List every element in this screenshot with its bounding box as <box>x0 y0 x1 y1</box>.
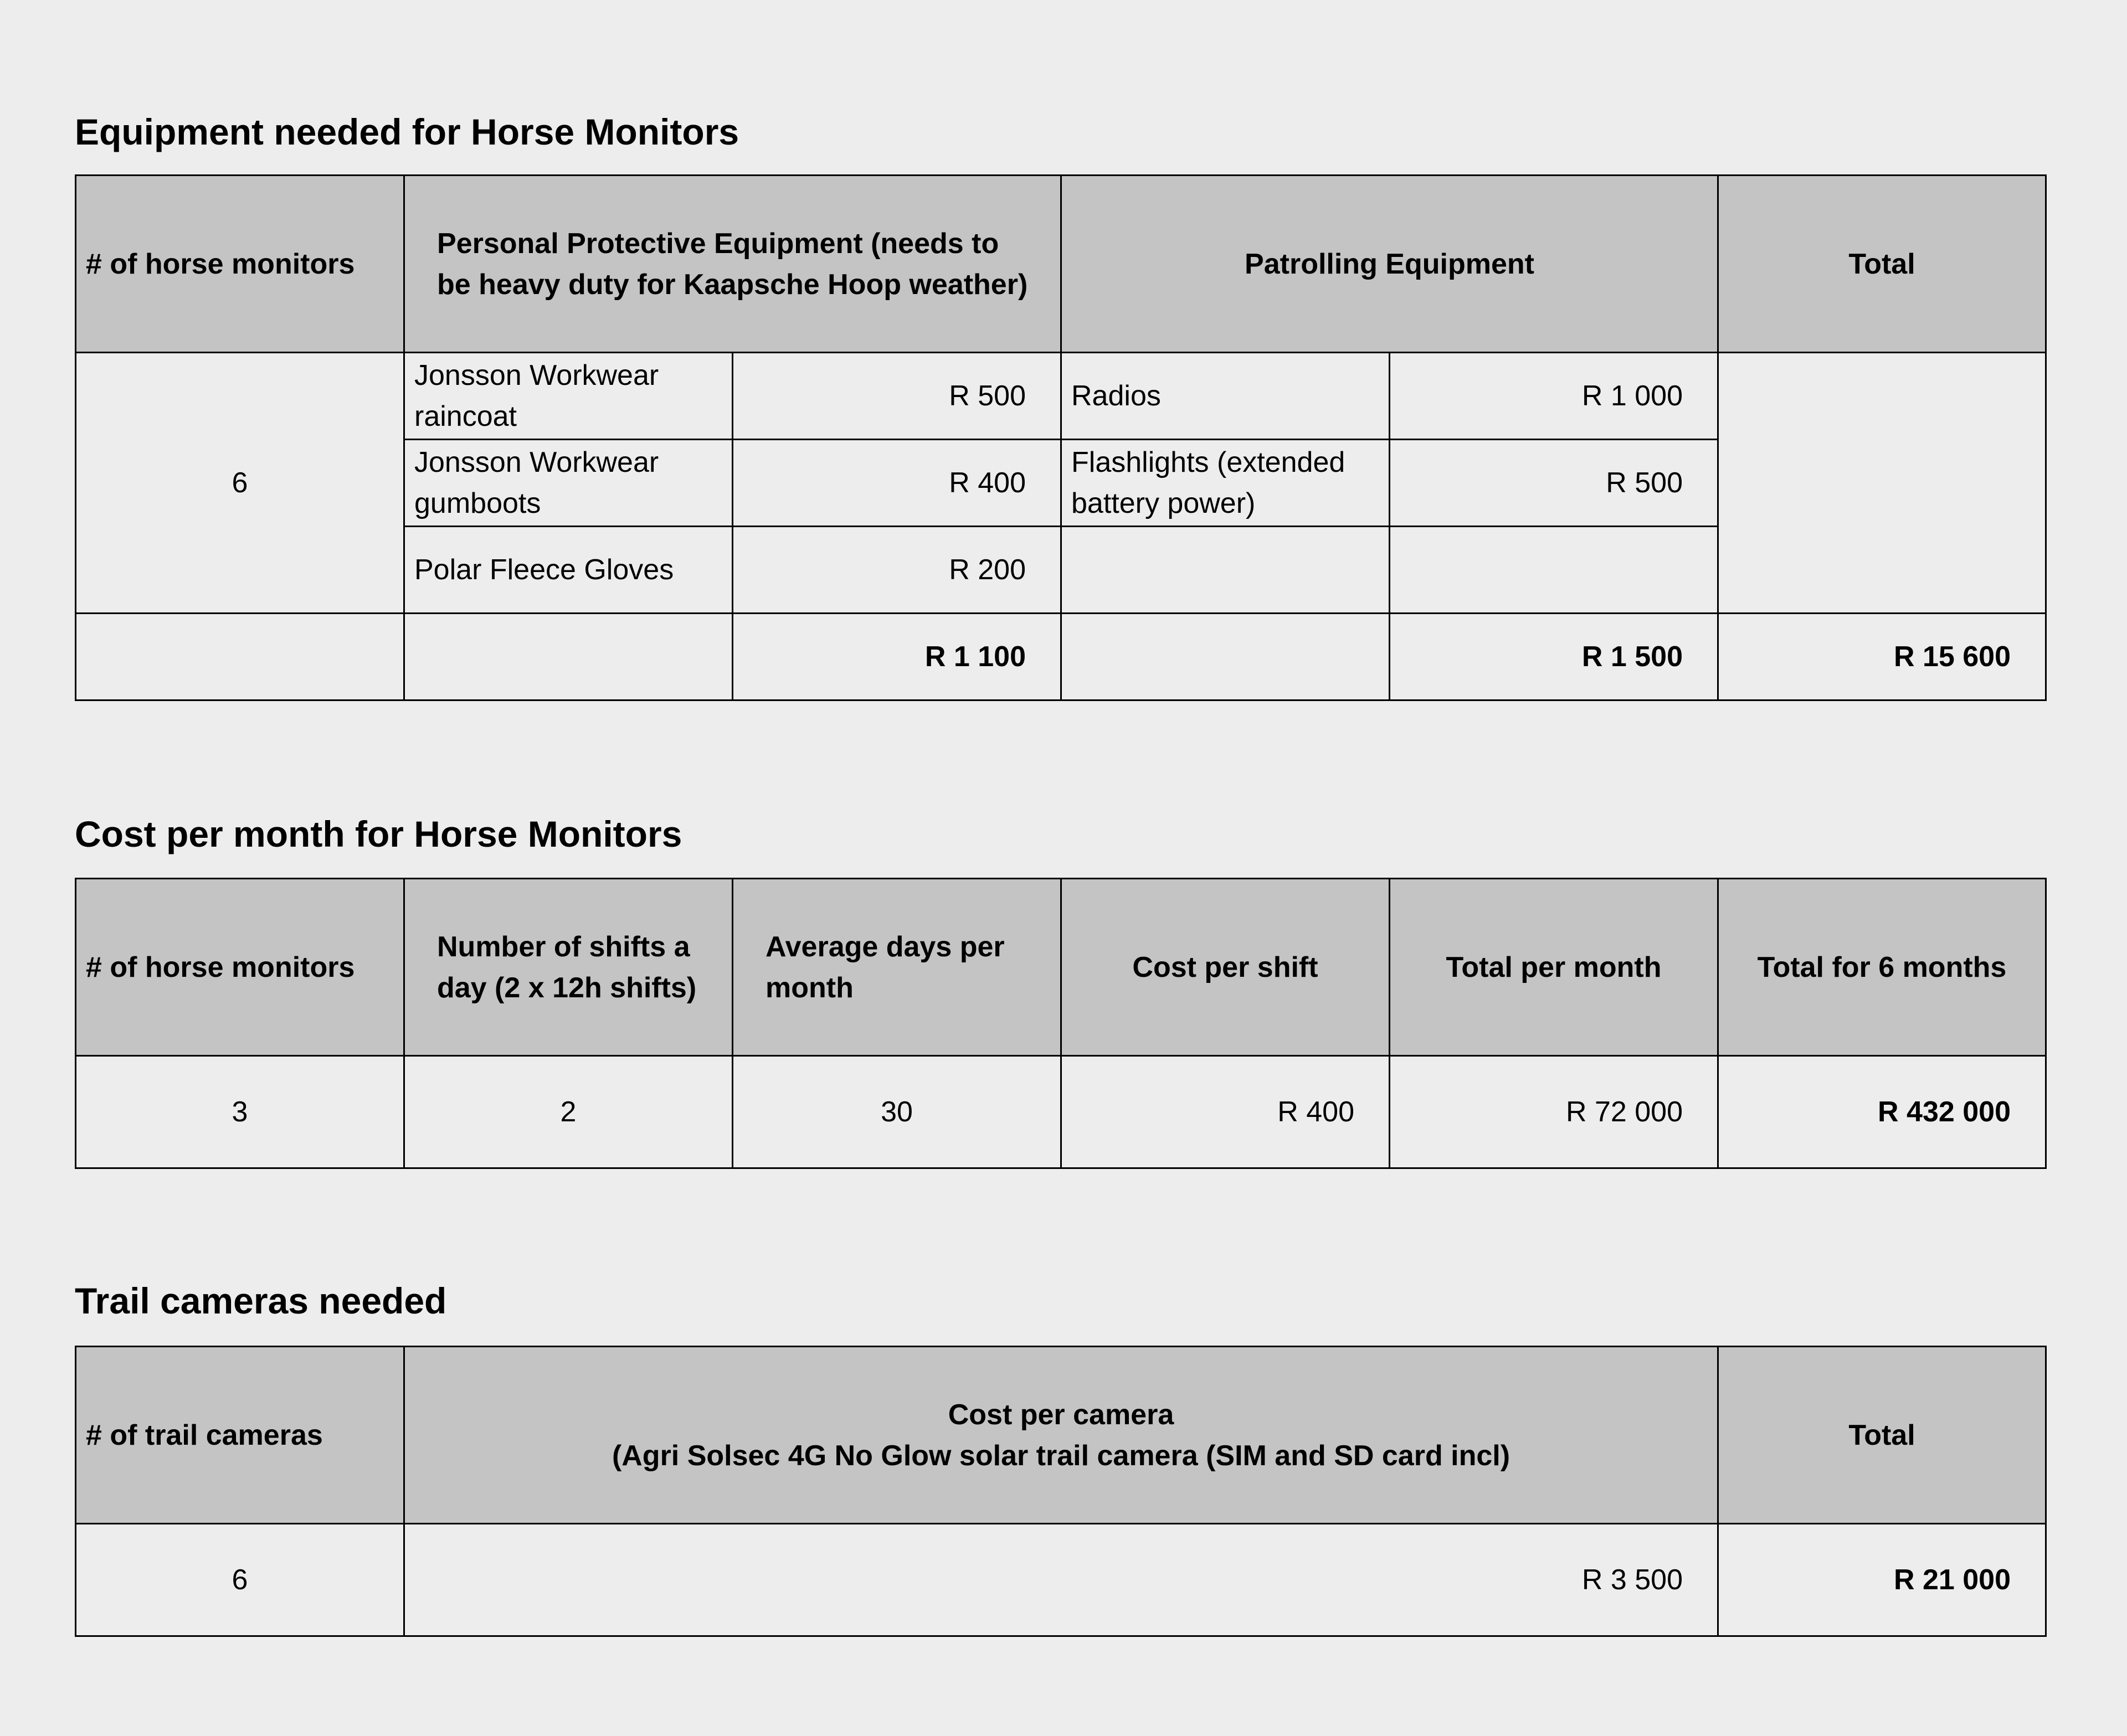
days-count: 30 <box>733 1056 1061 1168</box>
cameras-title: Trail cameras needed <box>75 1280 447 1321</box>
patrol-item-name: Flashlights (extended battery power) <box>1061 440 1390 527</box>
equipment-grand-total: R 15 600 <box>1718 614 2046 700</box>
cost-per-shift: R 400 <box>1061 1056 1390 1168</box>
patrol-item-cost: R 1 000 <box>1390 353 1718 440</box>
header-total: Total <box>1718 176 2046 353</box>
cameras-total: R 21 000 <box>1718 1524 2046 1636</box>
ppe-item-name: Polar Fleece Gloves <box>404 527 733 614</box>
patrol-item-cost: R 500 <box>1390 440 1718 527</box>
header-average-days: Average days per month <box>733 879 1061 1056</box>
monitors-count: 3 <box>76 1056 404 1168</box>
header-cost-line1: Cost per camera <box>948 1398 1174 1431</box>
header-patrolling-equipment: Patrolling Equipment <box>1061 176 1718 353</box>
monthly-header-row <box>76 879 2046 1056</box>
monitors-count: 6 <box>76 353 404 614</box>
patrol-item-cost <box>1390 527 1718 614</box>
monthly-title: Cost per month for Horse Monitors <box>75 813 682 854</box>
header-horse-monitors: # of horse monitors <box>76 879 404 1056</box>
equipment-title: Equipment needed for Horse Monitors <box>75 111 739 152</box>
total-empty-cell <box>1718 353 2046 614</box>
cost-per-camera: R 3 500 <box>404 1524 1718 1636</box>
header-trail-cameras: # of trail cameras <box>76 1347 404 1524</box>
ppe-item-cost: R 200 <box>733 527 1061 614</box>
ppe-item-name: Jonsson Workwear gumboots <box>404 440 733 527</box>
equipment-header-row <box>76 176 2046 353</box>
equipment-table <box>75 174 2047 701</box>
cameras-header-row <box>76 1347 2046 1524</box>
shifts-count: 2 <box>404 1056 733 1168</box>
total-6-months: R 432 000 <box>1718 1056 2046 1168</box>
patrol-item-name <box>1061 527 1390 614</box>
empty-cell <box>1061 614 1390 700</box>
trail-cameras-table <box>75 1346 2047 1637</box>
ppe-item-cost: R 500 <box>733 353 1061 440</box>
empty-cell <box>404 614 733 700</box>
empty-cell <box>76 614 404 700</box>
header-total: Total <box>1718 1347 2046 1524</box>
header-horse-monitors: # of horse monitors <box>76 176 404 353</box>
ppe-total: R 1 100 <box>733 614 1061 700</box>
table-row <box>76 1056 2046 1168</box>
table-row <box>76 353 2046 440</box>
total-per-month: R 72 000 <box>1390 1056 1718 1168</box>
header-cost-line2: (Agri Solsec 4G No Glow solar trail camera (SIM and SD card incl) <box>612 1439 1511 1472</box>
header-shifts-per-day: Number of shifts a day (2 x 12h shifts) <box>404 879 733 1056</box>
header-total-per-month: Total per month <box>1390 879 1718 1056</box>
cameras-count: 6 <box>76 1524 404 1636</box>
patrol-total: R 1 500 <box>1390 614 1718 700</box>
header-ppe: Personal Protective Equipment (needs to be heavy duty for Kaapsche Hoop weather) <box>404 176 1061 353</box>
header-cost-per-shift: Cost per shift <box>1061 879 1390 1056</box>
monthly-cost-table <box>75 878 2047 1169</box>
equipment-totals-row <box>76 614 2046 700</box>
ppe-item-cost: R 400 <box>733 440 1061 527</box>
patrol-item-name: Radios <box>1061 353 1390 440</box>
header-total-6-months: Total for 6 months <box>1718 879 2046 1056</box>
header-cost-per-camera <box>404 1347 1718 1524</box>
table-row <box>76 1524 2046 1636</box>
ppe-item-name: Jonsson Workwear raincoat <box>404 353 733 440</box>
